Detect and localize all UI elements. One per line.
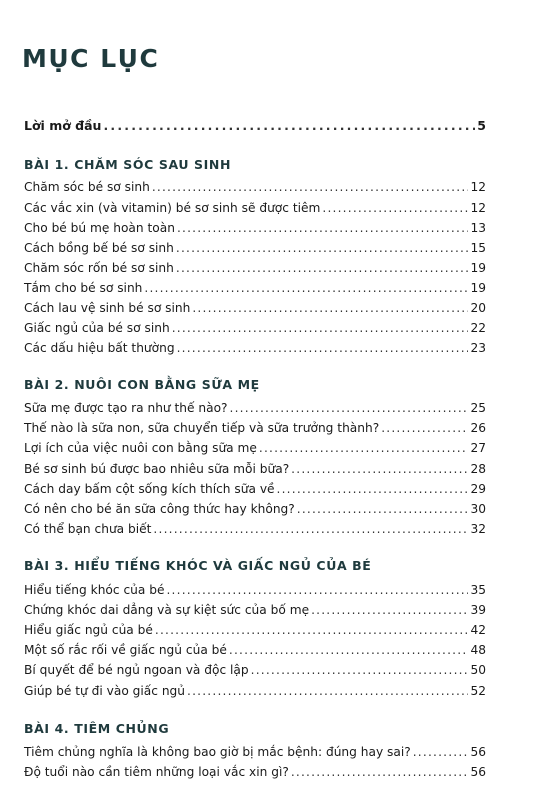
dot-leader	[291, 764, 469, 780]
dot-leader	[172, 320, 469, 336]
dot-leader	[381, 420, 468, 436]
toc-entry[interactable]	[24, 240, 486, 256]
section-heading: BÀI 3. HIỂU TIẾNG KHÓC VÀ GIẤC NGỦ CỦA BÉ	[24, 558, 372, 573]
toc-entry-label: Các vắc xin (và vitamin) bé sơ sinh sẽ được tiêm	[24, 201, 321, 215]
section-heading: BÀI 1. CHĂM SÓC SAU SINH	[24, 157, 232, 172]
toc-entry-label: Độ tuổi nào cần tiêm những loại vắc xin gì?	[24, 765, 289, 779]
toc-entry-page: 50	[470, 663, 486, 677]
toc-entry-page: 32	[470, 522, 486, 536]
toc-entry-label: Tiêm chủng nghĩa là không bao giờ bị mắc bệnh: đúng hay sai?	[24, 745, 411, 759]
toc-entry[interactable]	[24, 622, 486, 638]
toc-entry-label: Có nên cho bé ăn sữa công thức hay không?	[24, 502, 295, 516]
toc-entry[interactable]	[24, 662, 486, 678]
toc-entry-label: Cách lau vệ sinh bé sơ sinh	[24, 301, 191, 315]
toc-entry-label: Thế nào là sữa non, sữa chuyển tiếp và sữa trưởng thành?	[24, 421, 380, 435]
toc-entry-label: Bé sơ sinh bú được bao nhiêu sữa mỗi bữa?	[24, 462, 290, 476]
toc-entry-page: 20	[470, 301, 486, 315]
dot-leader	[187, 683, 468, 699]
dot-leader	[153, 521, 468, 537]
toc-entry[interactable]	[24, 461, 486, 477]
dot-leader	[144, 280, 468, 296]
toc-entry[interactable]	[24, 481, 486, 497]
toc-entry-page: 19	[470, 281, 486, 295]
dot-leader	[176, 240, 469, 256]
toc-entry-label: Hiểu giấc ngủ của bé	[24, 623, 153, 637]
dot-leader	[176, 260, 469, 276]
dot-leader	[152, 179, 469, 195]
toc-entry-label: Hiểu tiếng khóc của bé	[24, 583, 165, 597]
toc-entry-label: Giúp bé tự đi vào giấc ngủ	[24, 684, 186, 698]
toc-entry-label: Cho bé bú mẹ hoàn toàn	[24, 221, 175, 235]
toc-entry-page: 26	[470, 421, 486, 435]
toc-entry-page: 15	[470, 241, 486, 255]
dot-leader	[291, 461, 468, 477]
toc-entry-page: 27	[470, 441, 486, 455]
toc-entry-page: 5	[477, 118, 486, 133]
toc-entry[interactable]	[24, 400, 486, 416]
toc-entry[interactable]	[24, 320, 486, 336]
toc-entry-page: 29	[470, 482, 486, 496]
toc-entry-page: 13	[470, 221, 486, 235]
toc-entry[interactable]	[24, 602, 486, 618]
toc-entry-label: Một số rắc rối về giấc ngủ của bé	[24, 643, 227, 657]
toc-entry-page: 42	[470, 623, 486, 637]
dot-leader	[177, 220, 469, 236]
dot-leader	[166, 582, 468, 598]
dot-leader	[177, 340, 469, 356]
dot-leader	[413, 744, 469, 760]
toc-entry[interactable]	[24, 220, 486, 236]
toc-entry-label: Lời mở đầu	[24, 118, 102, 133]
dot-leader	[311, 602, 468, 618]
toc-entry-page: 28	[470, 462, 486, 476]
page-title: MỤC LỤC	[22, 44, 160, 73]
toc-entry-label: Lợi ích của việc nuôi con bằng sữa mẹ	[24, 441, 257, 455]
toc-entry-page: 22	[470, 321, 486, 335]
toc-entry-label: Sữa mẹ được tạo ra như thế nào?	[24, 401, 228, 415]
dot-leader	[277, 481, 469, 497]
toc-entry-label: Chứng khóc dai dẳng và sự kiệt sức của bố mẹ	[24, 603, 310, 617]
toc-entry-label: Cách bồng bế bé sơ sinh	[24, 241, 174, 255]
dot-leader	[322, 200, 468, 216]
toc-entry-page: 30	[470, 502, 486, 516]
toc-entry-page: 35	[470, 583, 486, 597]
dot-leader	[229, 642, 469, 658]
toc-entry[interactable]	[24, 440, 486, 456]
section-heading: BÀI 2. NUÔI CON BẰNG SỮA MẸ	[24, 377, 260, 392]
toc-entry[interactable]	[24, 260, 486, 276]
toc-entry-label: Các dấu hiệu bất thường	[24, 341, 175, 355]
toc-entry-page: 48	[470, 643, 486, 657]
toc-entry[interactable]	[24, 420, 486, 436]
section-heading: BÀI 4. TIÊM CHỦNG	[24, 721, 170, 736]
toc-entry[interactable]	[24, 179, 486, 195]
dot-leader	[155, 622, 469, 638]
toc-entry-page: 56	[470, 765, 486, 779]
dot-leader	[259, 440, 469, 456]
toc-entry[interactable]	[24, 300, 486, 316]
toc-entry-label: Tắm cho bé sơ sinh	[24, 281, 143, 295]
toc-entry[interactable]	[24, 764, 486, 780]
toc-entry-label: Có thể bạn chưa biết	[24, 522, 152, 536]
dot-leader	[251, 662, 469, 678]
toc-entry-page: 39	[470, 603, 486, 617]
toc-entry[interactable]	[24, 744, 486, 760]
toc-entry-page: 19	[470, 261, 486, 275]
dot-leader	[103, 118, 475, 134]
dot-leader	[230, 400, 469, 416]
toc-entry[interactable]	[24, 280, 486, 296]
toc-entry-label: Giấc ngủ của bé sơ sinh	[24, 321, 170, 335]
toc-entry[interactable]	[24, 642, 486, 658]
toc-entry-label: Chăm sóc rốn bé sơ sinh	[24, 261, 174, 275]
toc-entry[interactable]	[24, 340, 486, 356]
toc-entry-page: 23	[470, 341, 486, 355]
toc-entry-label: Chăm sóc bé sơ sinh	[24, 180, 150, 194]
toc-entry-page: 25	[470, 401, 486, 415]
toc-entry-page: 52	[470, 684, 486, 698]
toc-entry-page: 12	[470, 201, 486, 215]
toc-entry-label: Bí quyết để bé ngủ ngoan và độc lập	[24, 663, 249, 677]
toc-entry[interactable]	[24, 582, 486, 598]
dot-leader	[297, 501, 469, 517]
toc-entry-page: 12	[470, 180, 486, 194]
toc-entry-intro[interactable]	[24, 118, 486, 134]
toc-entry-page: 56	[470, 745, 486, 759]
toc-entry[interactable]	[24, 521, 486, 537]
toc-entry[interactable]	[24, 200, 486, 216]
toc-entry[interactable]	[24, 683, 486, 699]
toc-entry-label: Cách day bấm cột sống kích thích sữa về	[24, 482, 275, 496]
dot-leader	[192, 300, 468, 316]
toc-entry[interactable]	[24, 501, 486, 517]
